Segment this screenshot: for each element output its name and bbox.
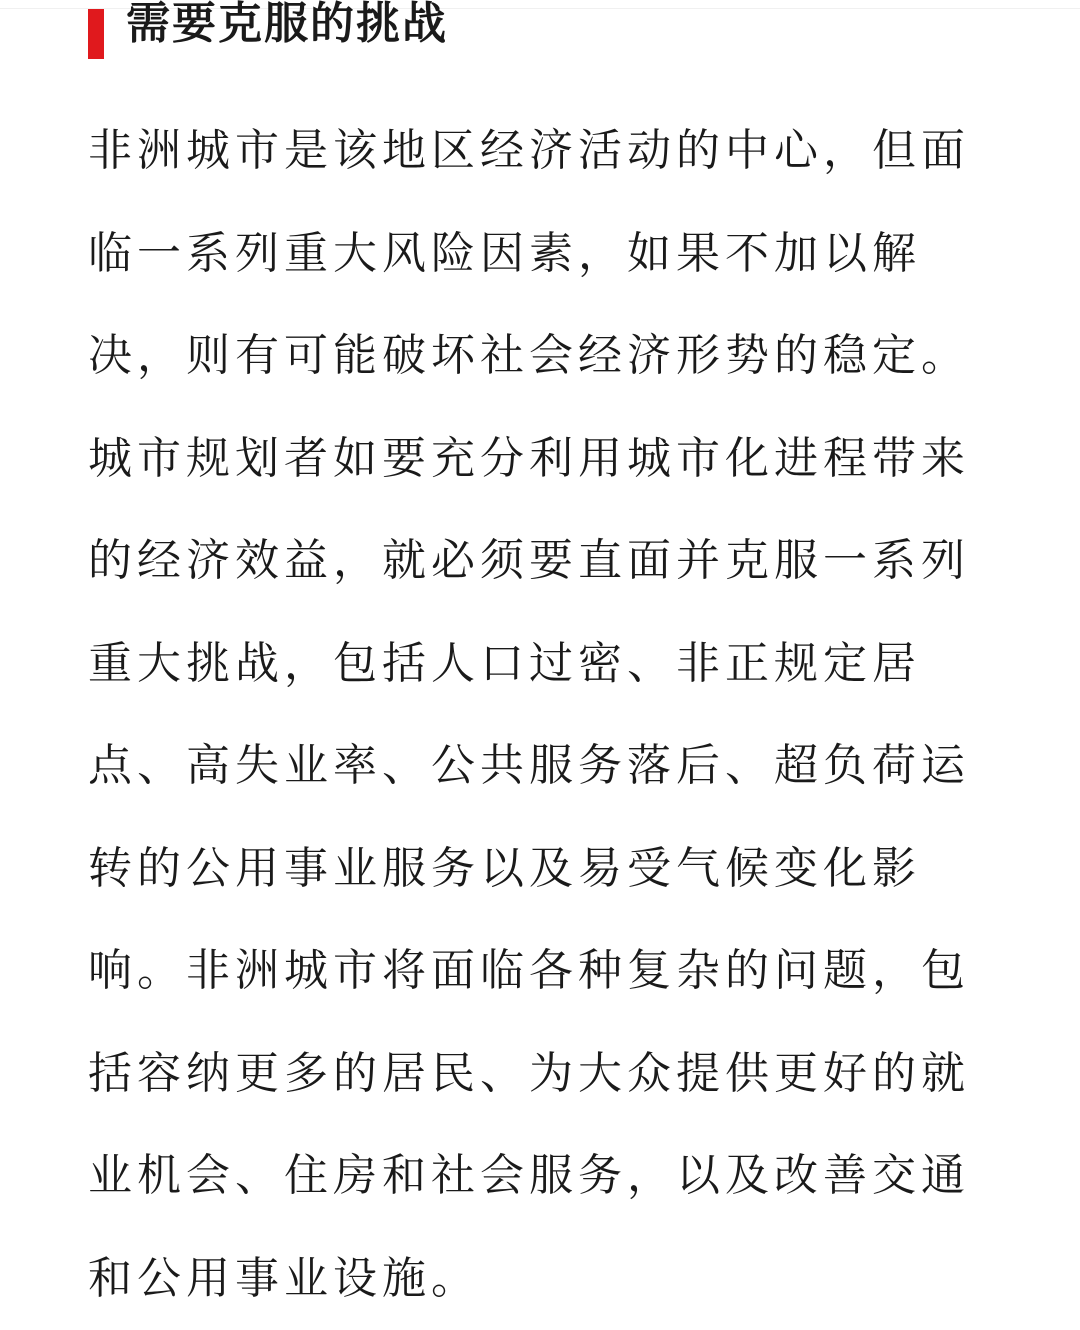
paragraph-line: 决，则有可能破坏社会经济形势的稳定。: [88, 305, 998, 408]
paragraph-line: 临一系列重大风险因素，如果不加以解: [88, 203, 998, 306]
paragraph-line: 非洲城市是该地区经济活动的中心，但面: [88, 100, 998, 203]
paragraph-line: 业机会、住房和社会服务，以及改善交通: [88, 1125, 998, 1228]
article-body: [88, 100, 998, 1330]
heading-accent-bar: [88, 9, 104, 59]
section-title: 需要克服的挑战: [126, 2, 448, 46]
paragraph-line: 的经济效益，就必须要直面并克服一系列: [88, 510, 998, 613]
paragraph-line: 城市规划者如要充分利用城市化进程带来: [88, 408, 998, 511]
paragraph-line: 响。非洲城市将面临各种复杂的问题，包: [88, 920, 998, 1023]
section-heading: [88, 8, 448, 60]
paragraph-line: 重大挑战，包括人口过密、非正规定居: [88, 613, 998, 716]
paragraph-line: 括容纳更多的居民、为大众提供更好的就: [88, 1023, 998, 1126]
paragraph-line: 点、高失业率、公共服务落后、超负荷运: [88, 715, 998, 818]
paragraph-line: 转的公用事业服务以及易受气候变化影: [88, 818, 998, 921]
paragraph-line: 和公用事业设施。: [88, 1228, 998, 1330]
